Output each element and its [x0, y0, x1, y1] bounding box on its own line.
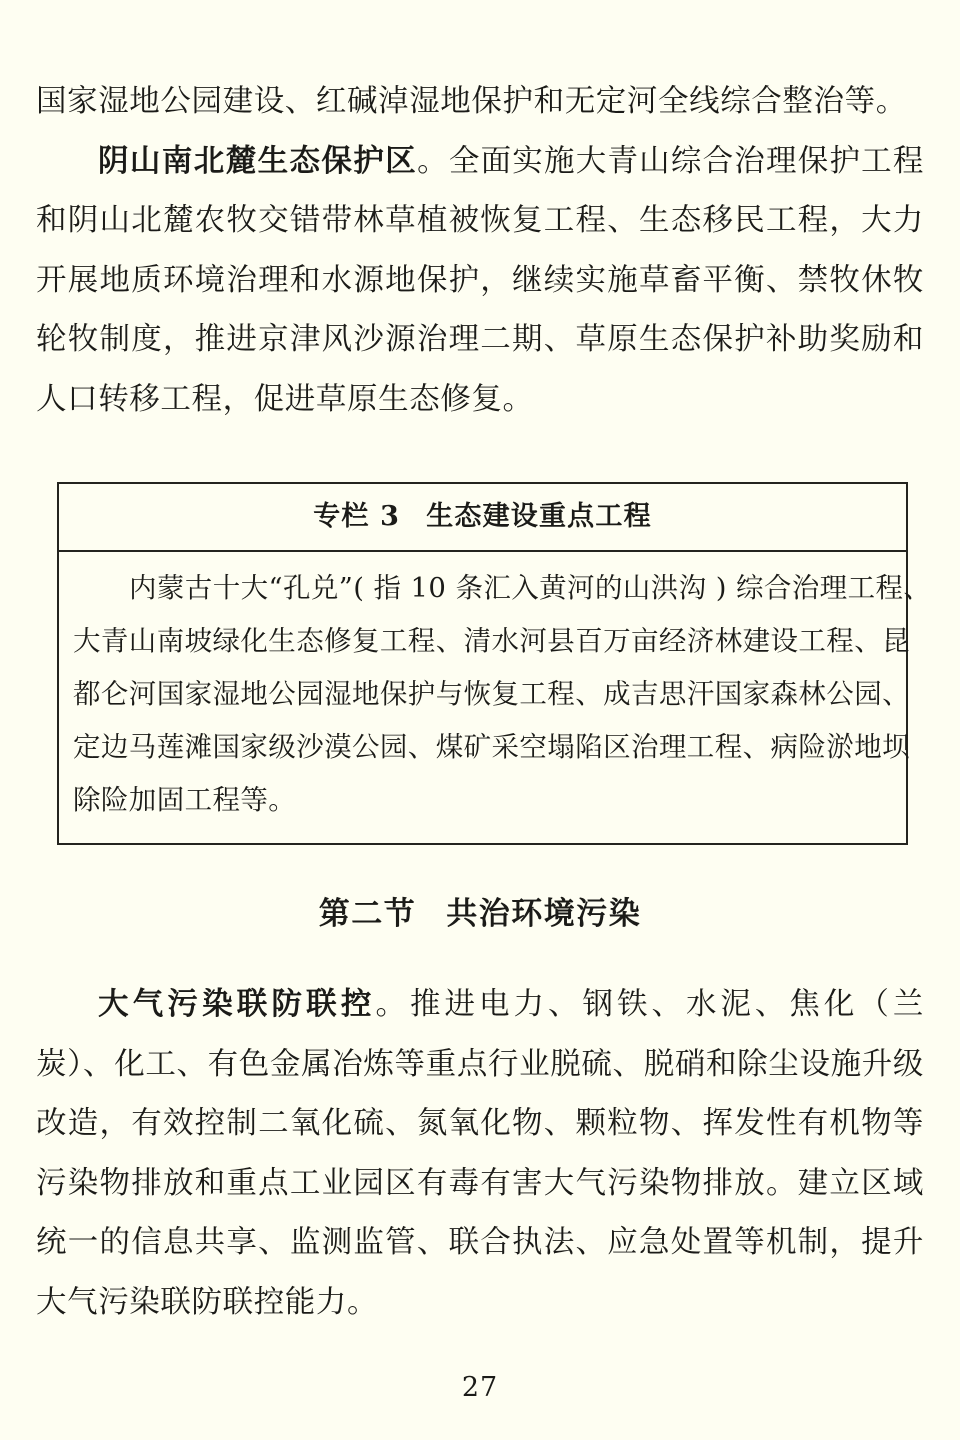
paragraph-continuation: 国家湿地公园建设、红碱淖湿地保护和无定河全线综合整治等。: [36, 84, 907, 119]
section-heading: [0, 888, 960, 933]
upper-text-block: [36, 72, 924, 429]
section-title: 共治环境污染: [446, 896, 642, 932]
paragraph-yinshan: [36, 132, 924, 430]
paragraph-lead-yinshan: 阴山南北麓生态保护区: [98, 142, 418, 179]
callout-label: 专栏 3: [313, 501, 401, 532]
callout-line: 除险加固工程等。: [73, 783, 297, 816]
callout-line: 内蒙古十大“孔兑”( 指 10 条汇入黄河的山洪沟 ) 综合治理工程、: [129, 571, 932, 604]
callout-line: 都仑河国家湿地公园湿地保护与恢复工程、成吉思汗国家森林公园、: [73, 677, 910, 710]
callout-title-text: 生态建设重点工程: [426, 501, 652, 532]
callout-body: [59, 552, 932, 843]
section-number: 第二节: [318, 896, 417, 932]
paragraph-body-yinshan: 。全面实施大青山综合治理保护工程和阴山北麓农牧交错带林草植被恢复工程、生态移民工程，大力开展地质环境治理和水源地保护，继续实施草畜平衡、禁牧休牧轮牧制度，推进京津风沙源治理二期、草原生态保护补助奖励和人口转移工程，促进草原生态修复。: [36, 143, 924, 417]
callout-box-zhuanlan-3: [57, 482, 932, 845]
paragraph-air-pollution: [36, 975, 924, 1332]
callout-line: 大青山南坡绿化生态修复工程、清水河县百万亩经济林建设工程、昆: [73, 624, 910, 657]
lower-text-block: [36, 975, 924, 1332]
callout-title: [59, 484, 906, 552]
paragraph-lead-air-pollution: 大气污染联防联控: [98, 986, 376, 1022]
page-number: 27: [461, 1372, 499, 1403]
paragraph-body-air-pollution: 。推进电力、钢铁、水泥、焦化（兰炭）、化工、有色金属冶炼等重点行业脱硫、脱硝和除尘设施升级改造，有效控制二氧化硫、氮氧化物、颗粒物、挥发性有机物等污染物排放和重点工业园区有毒有害大气污染物排放。建立区域统一的信息共享、监测监管、联合执法、应急处置等机制，提升大气污染联防联控能力。: [36, 987, 924, 1320]
callout-line: 定边马莲滩国家级沙漠公园、煤矿采空塌陷区治理工程、病险淤地坝: [73, 730, 910, 763]
